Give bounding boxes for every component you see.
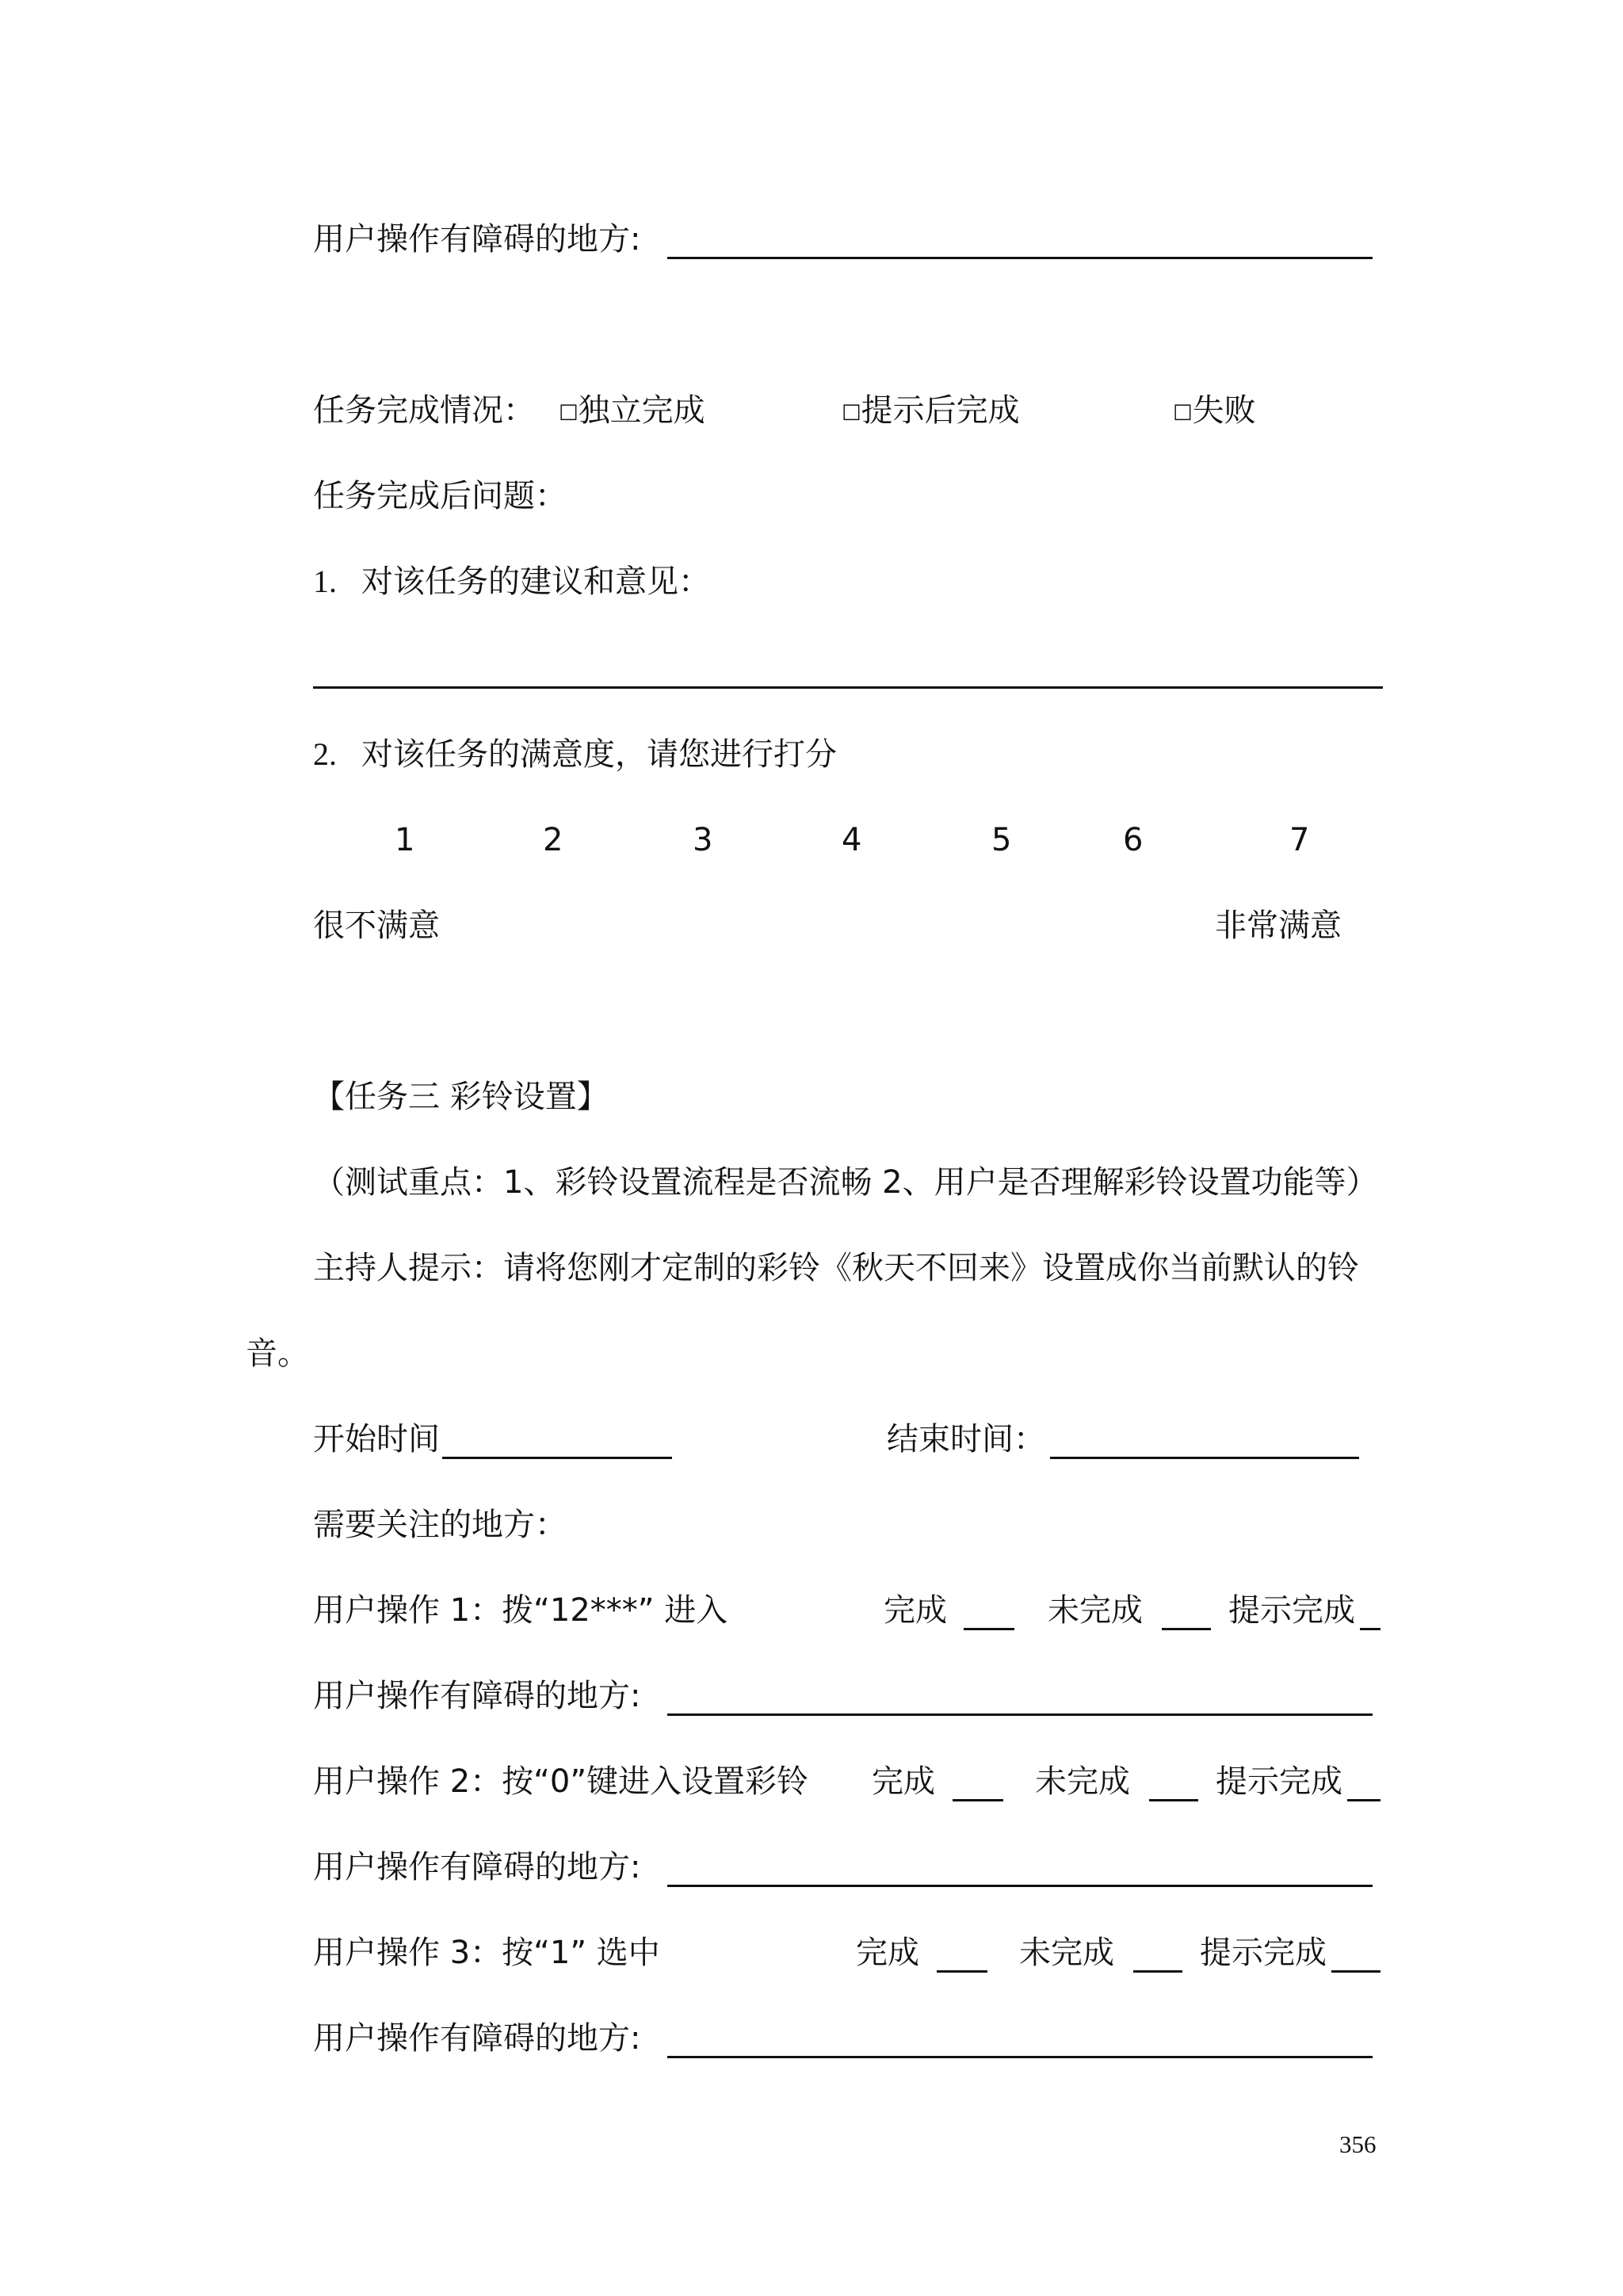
obstacle-row-2 [0,1843,1623,1891]
task3-title: 【任务三 彩铃设置】 [313,1079,609,1115]
suggestion-answer-line[interactable] [313,686,1383,689]
page-number: 356 [1339,2130,1377,2158]
status-option-label: 独立完成 [578,392,705,429]
start-time-label: 开始时间 [313,1421,440,1457]
rating-option-2[interactable]: 2 [543,822,563,858]
operation-1-row [0,1587,1623,1634]
host-hint-row [0,1244,1623,1292]
host-hint-line-2: 音。 [246,1335,309,1372]
start-time-field[interactable] [442,1457,672,1459]
hint-done-label: 提示完成 [1228,1592,1355,1629]
obstacle-label: 用户操作有障碍的地方: [313,1678,641,1714]
status-option-hinted[interactable] [842,387,1020,438]
attention-row [0,1501,1623,1549]
not-done-field[interactable] [1149,1799,1198,1801]
status-option-failed[interactable] [1173,387,1256,438]
obstacle-row [0,216,1623,263]
status-option-label: 失败 [1192,392,1256,429]
operation-2-row [0,1758,1623,1805]
rating-labels-row [0,902,1623,949]
rating-option-1[interactable]: 1 [395,822,415,858]
obstacle-row-1 [0,1672,1623,1720]
operation-1-label: 用户操作 1：拨“12***” 进入 [313,1592,728,1629]
attention-label: 需要关注的地方： [313,1507,567,1543]
task3-focus-row [0,1159,1623,1206]
question-1-row [0,558,1623,606]
question-2-text: 对该任务的满意度，请您进行打分 [361,736,837,773]
rating-high-label: 非常满意 [1215,907,1342,944]
done-field[interactable] [953,1799,1003,1801]
question-1-number: 1. [313,563,337,599]
obstacle-row-3 [0,2015,1623,2062]
question-2-row [0,731,1623,778]
not-done-field[interactable] [1162,1628,1211,1630]
checkbox-icon[interactable]: □ [559,399,579,423]
host-hint-line-1: 主持人提示：请将您刚才定制的彩铃《秋天不回来》设置成你当前默认的铃 [313,1250,1359,1286]
done-field[interactable] [964,1628,1014,1630]
done-label: 完成 [872,1763,935,1800]
end-time-label: 结束时间： [887,1421,1045,1457]
task-status-label: 任务完成情况： [313,392,535,429]
post-task-label: 任务完成后问题： [313,478,567,514]
task3-title-row [0,1073,1623,1121]
rating-option-7[interactable]: 7 [1289,822,1310,858]
time-row [0,1415,1623,1463]
rating-scale-row [0,816,1623,864]
operation-2-label: 用户操作 2：按“0”键进入设置彩铃 [313,1763,809,1800]
host-hint-row-2 [0,1330,1623,1377]
question-2-number: 2. [313,736,337,772]
obstacle-answer-line[interactable] [667,257,1373,259]
operation-3-label: 用户操作 3：按“1” 选中 [313,1935,660,1971]
done-field[interactable] [937,1970,987,1973]
hint-done-field[interactable] [1347,1799,1381,1801]
status-option-independent[interactable] [559,387,705,438]
rating-option-3[interactable]: 3 [693,822,713,858]
obstacle-answer-line[interactable] [667,1885,1373,1887]
task-status-row [0,387,1623,434]
obstacle-label: 用户操作有障碍的地方: [313,2020,641,2057]
rating-option-5[interactable]: 5 [991,822,1012,858]
hint-done-label: 提示完成 [1200,1935,1327,1971]
hint-done-field[interactable] [1331,1970,1381,1973]
done-label: 完成 [884,1592,947,1629]
obstacle-answer-line[interactable] [667,1713,1373,1716]
checkbox-icon[interactable]: □ [842,399,861,423]
status-option-label: 提示后完成 [861,392,1020,429]
not-done-label: 未完成 [1048,1592,1143,1629]
obstacle-answer-line[interactable] [667,2056,1373,2058]
hint-done-field[interactable] [1360,1628,1381,1630]
not-done-label: 未完成 [1035,1763,1130,1800]
rating-low-label: 很不满意 [313,907,440,944]
operation-3-row [0,1929,1623,1977]
checkbox-icon[interactable]: □ [1173,399,1193,423]
obstacle-label: 用户操作有障碍的地方: [313,221,641,258]
not-done-label: 未完成 [1019,1935,1114,1971]
rating-option-6[interactable]: 6 [1123,822,1144,858]
post-task-row [0,472,1623,520]
question-1-text: 对该任务的建议和意见： [361,563,710,600]
rating-option-4[interactable]: 4 [842,822,862,858]
obstacle-label: 用户操作有障碍的地方: [313,1849,641,1885]
end-time-field[interactable] [1050,1457,1359,1459]
hint-done-label: 提示完成 [1216,1763,1342,1800]
task3-focus: （测试重点：1、彩铃设置流程是否流畅 2、用户是否理解彩铃设置功能等） [313,1164,1378,1201]
done-label: 完成 [856,1935,919,1971]
not-done-field[interactable] [1133,1970,1182,1973]
